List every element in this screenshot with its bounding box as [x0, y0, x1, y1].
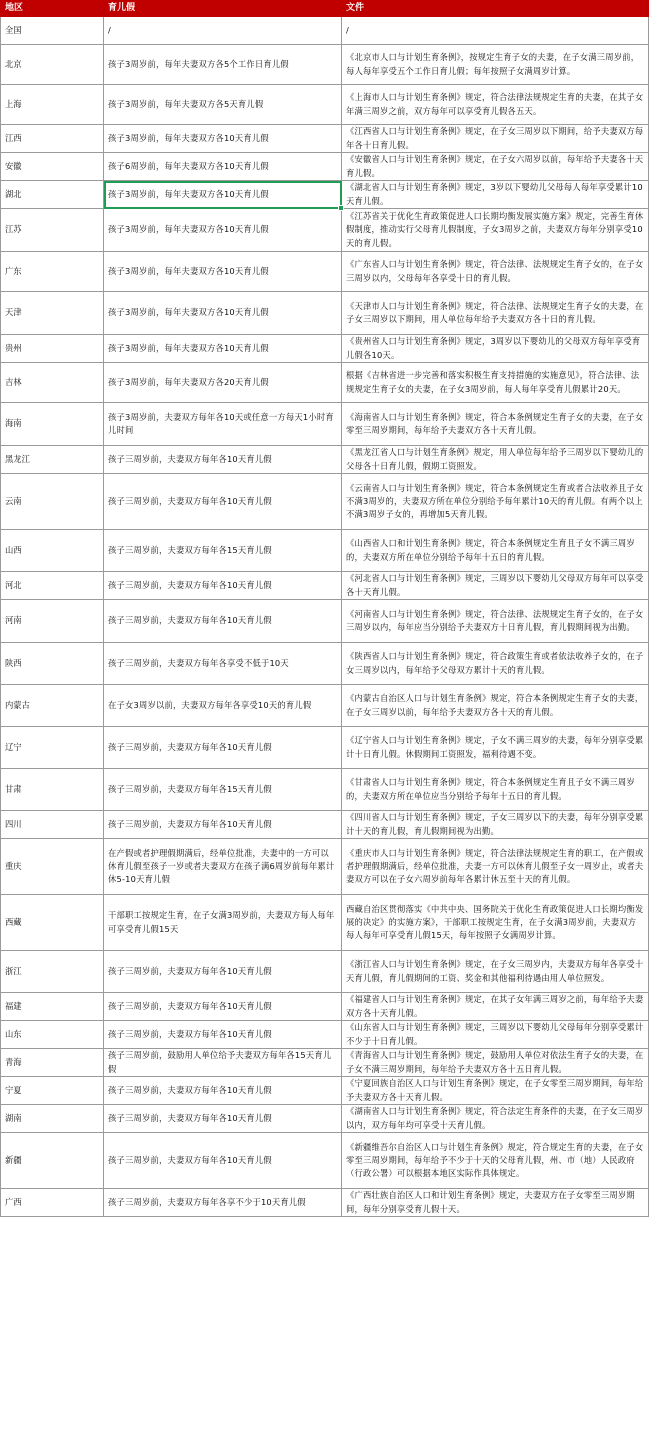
document-cell[interactable]: 《新疆维吾尔自治区人口与计划生育条例》规定，符合规定生育的夫妻，在子女零至三周岁期间，每年给予不少于十天的父母育儿假，州、市（地）人民政府（行政公署）可以根据本地区实际作具体规定。: [342, 1133, 649, 1189]
region-cell[interactable]: 江苏: [1, 209, 104, 252]
region-cell[interactable]: 内蒙古: [1, 685, 104, 727]
document-cell[interactable]: 《山东省人口与计划生育条例》规定，三周岁以下婴幼儿父母每年分别享受累计不少于十日育儿假。: [342, 1021, 649, 1049]
leave-cell[interactable]: 干部职工按规定生育，在子女满3周岁前，夫妻双方每人每年可享受育儿假15天: [104, 895, 342, 951]
document-cell[interactable]: 《广东省人口与计划生育条例》规定，符合法律、法规规定生育子女的，在子女三周岁以内，父母每年各享受十日的育儿假。: [342, 252, 649, 292]
leave-cell[interactable]: 孩子三周岁前，夫妻双方每年各享不少于10天育儿假: [104, 1189, 342, 1217]
table-row: [1, 446, 649, 474]
leave-cell[interactable]: 孩子三周岁前，夫妻双方每年各10天育儿假: [104, 572, 342, 600]
header-document[interactable]: 文件: [342, 1, 649, 17]
table-row: [1, 1189, 649, 1217]
document-cell[interactable]: 《广西壮族自治区人口和计划生育条例》规定，夫妻双方在子女零至三周岁期间，每年分别享受育儿假十天。: [342, 1189, 649, 1217]
leave-cell[interactable]: 孩子三周岁前，夫妻双方每年各10天育儿假: [104, 811, 342, 839]
leave-cell[interactable]: 孩子3周岁前，每年夫妻双方各5个工作日育儿假: [104, 45, 342, 85]
leave-cell[interactable]: 孩子3周岁前，每年夫妻双方各10天育儿假: [104, 292, 342, 335]
region-cell[interactable]: 湖北: [1, 181, 104, 209]
leave-cell[interactable]: 孩子三周岁前，夫妻双方每年各享受不低于10天: [104, 643, 342, 685]
table-row: [1, 45, 649, 85]
document-cell[interactable]: 《天津市人口与计划生育条例》规定，符合法律、法规规定生育子女的夫妻，在子女三周岁以下期间，用人单位每年给予夫妻双方各十日的育儿假。: [342, 292, 649, 335]
leave-cell[interactable]: 孩子3周岁前，每年夫妻双方各10天育儿假: [104, 181, 342, 209]
leave-cell[interactable]: 孩子三周岁前，夫妻双方每年各10天育儿假: [104, 1105, 342, 1133]
table-row: [1, 727, 649, 769]
region-cell[interactable]: 上海: [1, 85, 104, 125]
region-cell[interactable]: 重庆: [1, 839, 104, 895]
table-row: [1, 1049, 649, 1077]
table-row: [1, 209, 649, 252]
document-cell[interactable]: 《福建省人口与计划生育条例》规定，在其子女年满三周岁之前，每年给予夫妻双方各十天育儿假。: [342, 993, 649, 1021]
document-cell[interactable]: 《四川省人口与计划生育条例》规定，子女三周岁以下的夫妻，每年分别享受累计十天的育儿假，育儿假期间视为出勤。: [342, 811, 649, 839]
region-cell[interactable]: 贵州: [1, 335, 104, 363]
document-cell[interactable]: 《黑龙江省人口与计划生育条例》规定，用人单位每年给予三周岁以下婴幼儿的父母各十日育儿假，假期工资照发。: [342, 446, 649, 474]
region-cell[interactable]: 江西: [1, 125, 104, 153]
header-row: [1, 1, 649, 17]
region-cell[interactable]: 青海: [1, 1049, 104, 1077]
document-cell[interactable]: /: [342, 17, 649, 45]
document-cell[interactable]: 《甘肃省人口与计划生育条例》规定，符合本条例规定生育且子女不满三周岁的，夫妻双方所在单位应当分别给予每年十五日的育儿假。: [342, 769, 649, 811]
region-cell[interactable]: 河南: [1, 600, 104, 643]
table-row: [1, 572, 649, 600]
table-row: [1, 1105, 649, 1133]
table-row: [1, 125, 649, 153]
document-cell[interactable]: 《海南省人口与计划生育条例》规定，符合本条例规定生育子女的夫妻，在子女零至三周岁期间，每年给予夫妻双方各十天育儿假。: [342, 403, 649, 446]
region-cell[interactable]: 安徽: [1, 153, 104, 181]
region-cell[interactable]: 北京: [1, 45, 104, 85]
document-cell[interactable]: 《浙江省人口与计划生育条例》规定，在子女三周岁内，夫妻双方每年各享受十天育儿假，育儿假期间的工资、奖金和其他福利待遇由用人单位照发。: [342, 951, 649, 993]
document-cell[interactable]: 《山西省人口和计划生育条例》规定，符合本条例规定生育且子女不满三周岁的，夫妻双方所在单位分别给予每年十五日的育儿假。: [342, 530, 649, 572]
table-row: [1, 1021, 649, 1049]
leave-cell[interactable]: 孩子三周岁前，夫妻双方每年各10天育儿假: [104, 600, 342, 643]
leave-cell[interactable]: 孩子三周岁前，夫妻双方每年各15天育儿假: [104, 530, 342, 572]
table-row: [1, 17, 649, 45]
leave-cell[interactable]: 孩子三周岁前，夫妻双方每年各10天育儿假: [104, 1133, 342, 1189]
document-cell[interactable]: 《青海省人口与计划生育条例》规定，鼓励用人单位对依法生育子女的夫妻，在子女不满三周岁期间，每年给予夫妻双方各十五日育儿假。: [342, 1049, 649, 1077]
leave-cell[interactable]: 孩子3周岁前，每年夫妻双方各10天育儿假: [104, 209, 342, 252]
table-row: [1, 335, 649, 363]
document-cell[interactable]: 《北京市人口与计划生育条例》，按规定生育子女的夫妻，在子女满三周岁前，每人每年享受五个工作日育儿假；每年按照子女满周岁计算。: [342, 45, 649, 85]
region-cell[interactable]: 云南: [1, 474, 104, 530]
table-row: [1, 643, 649, 685]
table-body: [1, 17, 649, 1217]
table-row: [1, 895, 649, 951]
table-row: [1, 363, 649, 403]
leave-cell[interactable]: 孩子3周岁前，每年夫妻双方各10天育儿假: [104, 335, 342, 363]
document-cell[interactable]: 《河南省人口与计划生育条例》规定，符合法律、法规规定生育子女的，在子女三周岁以内，每年应当分别给予夫妻双方十日育儿假，育儿假期间视为出勤。: [342, 600, 649, 643]
region-cell[interactable]: 山西: [1, 530, 104, 572]
table-row: [1, 600, 649, 643]
leave-cell[interactable]: 在产假或者护理假期满后，经单位批准，夫妻中的一方可以休育儿假至孩子一岁或者夫妻双方在孩子满6周岁前每年累计休5-10天育儿假: [104, 839, 342, 895]
table-row: [1, 1077, 649, 1105]
leave-cell[interactable]: 孩子6周岁前，每年夫妻双方各10天育儿假: [104, 153, 342, 181]
document-cell[interactable]: 《陕西省人口与计划生育条例》规定，符合政策生育或者依法收养子女的，在子女三周岁以内，每年给予父母双方累计十天的育儿假。: [342, 643, 649, 685]
document-cell[interactable]: 《湖北省人口与计划生育条例》规定，3岁以下婴幼儿父母每人每年享受累计10天育儿假。: [342, 181, 649, 209]
region-cell[interactable]: 辽宁: [1, 727, 104, 769]
table-row: [1, 839, 649, 895]
region-cell[interactable]: 宁夏: [1, 1077, 104, 1105]
document-cell[interactable]: 《安徽省人口与计划生育条例》规定，在子女六周岁以前，每年给予夫妻各十天育儿假。: [342, 153, 649, 181]
document-cell[interactable]: 《贵州省人口与计划生育条例》规定，3周岁以下婴幼儿的父母双方每年享受育儿假各10天。: [342, 335, 649, 363]
document-cell[interactable]: 《云南省人口与计划生育条例》规定，符合本条例规定生育或者合法收养且子女不满3周岁的，夫妻双方所在单位分别给予每年累计10天的育儿假。有两个以上不满3周岁子女的，再增加5天育儿假。: [342, 474, 649, 530]
region-cell[interactable]: 广西: [1, 1189, 104, 1217]
leave-cell[interactable]: 孩子3周岁前，每年夫妻双方各5天育儿假: [104, 85, 342, 125]
table-row: [1, 811, 649, 839]
region-cell[interactable]: 四川: [1, 811, 104, 839]
region-cell[interactable]: 吉林: [1, 363, 104, 403]
region-cell[interactable]: 黑龙江: [1, 446, 104, 474]
region-cell[interactable]: 山东: [1, 1021, 104, 1049]
region-cell[interactable]: 福建: [1, 993, 104, 1021]
document-cell[interactable]: 《江西省人口与计划生育条例》规定，在子女三周岁以下期间，给予夫妻双方每年各十日育儿假。: [342, 125, 649, 153]
leave-cell[interactable]: 孩子三周岁前，鼓励用人单位给予夫妻双方每年各15天育儿假: [104, 1049, 342, 1077]
region-cell[interactable]: 广东: [1, 252, 104, 292]
document-cell[interactable]: 《内蒙古自治区人口与计划生育条例》规定，符合本条例规定生育子女的夫妻，在子女三周岁以前，每年给予夫妻双方各十天的育儿假。: [342, 685, 649, 727]
document-cell[interactable]: 《上海市人口与计划生育条例》规定，符合法律法规规定生育的夫妻，在其子女年满三周岁之前，双方每年可以享受育儿假各五天。: [342, 85, 649, 125]
header-region[interactable]: 地区: [1, 1, 104, 17]
leave-cell[interactable]: /: [104, 17, 342, 45]
leave-cell[interactable]: 孩子三周岁前，夫妻双方每年各15天育儿假: [104, 769, 342, 811]
leave-cell[interactable]: 孩子3周岁前，每年夫妻双方各20天育儿假: [104, 363, 342, 403]
region-cell[interactable]: 西藏: [1, 895, 104, 951]
selection-fill-handle[interactable]: [338, 205, 344, 211]
table-row: [1, 252, 649, 292]
table-row: [1, 951, 649, 993]
leave-cell[interactable]: 孩子三周岁前，夫妻双方每年各10天育儿假: [104, 474, 342, 530]
table-row: [1, 993, 649, 1021]
leave-cell[interactable]: 在子女3周岁以前，夫妻双方每年各享受10天的育儿假: [104, 685, 342, 727]
table-row: [1, 85, 649, 125]
table-row: [1, 769, 649, 811]
table-row: [1, 685, 649, 727]
document-cell[interactable]: 根据《吉林省进一步完善和落实积极生育支持措施的实施意见》，符合法律、法规规定生育子女的夫妻，在子女3周岁前，每人每年享受育儿假累计20天。: [342, 363, 649, 403]
leave-cell[interactable]: 孩子三周岁前，夫妻双方每年各10天育儿假: [104, 446, 342, 474]
leave-cell[interactable]: 孩子三周岁前，夫妻双方每年各10天育儿假: [104, 1077, 342, 1105]
document-cell[interactable]: 《辽宁省人口与计划生育条例》规定，子女不满三周岁的夫妻，每年分别享受累计十日育儿假。休假期间工资照发，福利待遇不变。: [342, 727, 649, 769]
leave-cell[interactable]: 孩子三周岁前，夫妻双方每年各10天育儿假: [104, 951, 342, 993]
table-row: [1, 474, 649, 530]
region-cell[interactable]: 湖南: [1, 1105, 104, 1133]
table-row: [1, 1133, 649, 1189]
leave-cell[interactable]: 孩子三周岁前，夫妻双方每年各10天育儿假: [104, 993, 342, 1021]
leave-cell[interactable]: 孩子3周岁前，每年夫妻双方各10天育儿假: [104, 252, 342, 292]
document-cell[interactable]: 《宁夏回族自治区人口与计划生育条例》规定，在子女零至三周岁期间，每年给予夫妻双方各十天育儿假。: [342, 1077, 649, 1105]
leave-cell[interactable]: 孩子3周岁前，夫妻双方每年各10天或任意一方每天1小时育儿时间: [104, 403, 342, 446]
leave-cell[interactable]: 孩子三周岁前，夫妻双方每年各10天育儿假: [104, 1021, 342, 1049]
region-cell[interactable]: 河北: [1, 572, 104, 600]
table-row: [1, 292, 649, 335]
table-row: [1, 153, 649, 181]
document-cell[interactable]: 西藏自治区贯彻落实《中共中央、国务院关于优化生育政策促进人口长期均衡发展的决定》的实施方案》，干部职工按规定生育，在子女满3周岁前，夫妻双方每人每年可享受育儿假15天，每年按照子女满周岁计算。: [342, 895, 649, 951]
region-cell[interactable]: 陕西: [1, 643, 104, 685]
document-cell[interactable]: 《重庆市人口与计划生育条例》规定，符合法律法规规定生育的职工，在产假或者护理假期满后，经单位批准，夫妻一方可以休育儿假至子女一周岁止，或者夫妻双方可以在子女六周岁前每年各累计休五至十天的育儿假。: [342, 839, 649, 895]
document-cell[interactable]: 《河北省人口与计划生育条例》规定，三周岁以下婴幼儿父母双方每年可以享受各十天育儿假。: [342, 572, 649, 600]
region-cell[interactable]: 全国: [1, 17, 104, 45]
region-cell[interactable]: 浙江: [1, 951, 104, 993]
table-row: [1, 403, 649, 446]
header-leave[interactable]: 育儿假: [104, 1, 342, 17]
leave-cell[interactable]: 孩子三周岁前，夫妻双方每年各10天育儿假: [104, 727, 342, 769]
region-cell[interactable]: 新疆: [1, 1133, 104, 1189]
region-cell[interactable]: 天津: [1, 292, 104, 335]
document-cell[interactable]: 《江苏省关于优化生育政策促进人口长期均衡发展实施方案》规定，完善生育休假制度，推动实行父母育儿假制度，子女3周岁之前，夫妻双方每年分别享受10天的育儿假。: [342, 209, 649, 252]
leave-cell[interactable]: 孩子3周岁前，每年夫妻双方各10天育儿假: [104, 125, 342, 153]
region-cell[interactable]: 甘肃: [1, 769, 104, 811]
table-row: [1, 530, 649, 572]
region-cell[interactable]: 海南: [1, 403, 104, 446]
document-cell[interactable]: 《湖南省人口与计划生育条例》规定，符合法定生育条件的夫妻，在子女三周岁以内，双方每年均可享受十天育儿假。: [342, 1105, 649, 1133]
table-row: [1, 181, 649, 209]
